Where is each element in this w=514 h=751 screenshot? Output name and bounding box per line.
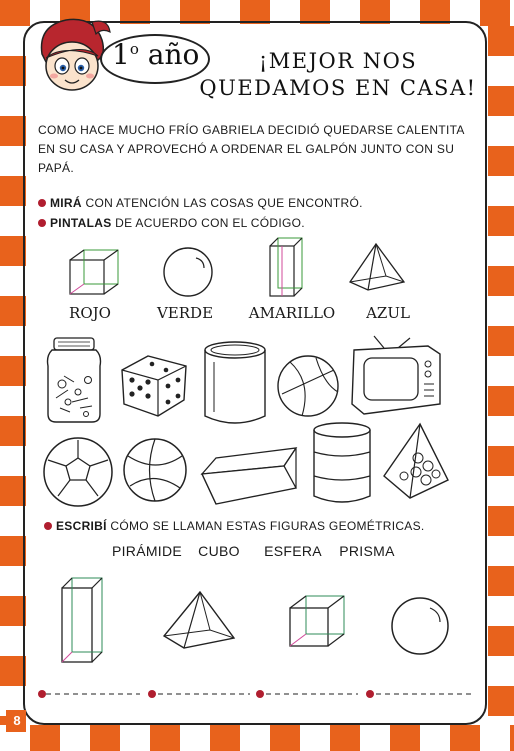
jar-icon[interactable] <box>44 336 104 424</box>
border-square <box>270 725 300 751</box>
border-square <box>488 386 514 416</box>
dice-icon[interactable] <box>118 352 190 420</box>
barrel-icon[interactable] <box>308 420 376 506</box>
border-square <box>330 725 360 751</box>
prism-figure-icon <box>58 576 108 666</box>
bullet-icon <box>44 522 52 530</box>
border-square <box>488 446 514 476</box>
border-square <box>488 626 514 656</box>
sphere-figure-icon <box>388 594 452 658</box>
border-square <box>0 116 26 146</box>
border-square <box>30 725 60 751</box>
border-square <box>390 725 420 751</box>
border-square <box>0 536 26 566</box>
border-square <box>0 176 26 206</box>
instruction-look: MIRÁ CON ATENCIÓN LAS COSAS QUE ENCONTRÓ. <box>38 196 363 210</box>
toblerone-box-icon[interactable] <box>198 444 302 510</box>
border-square <box>488 86 514 116</box>
pyramid-figure-icon <box>160 590 238 652</box>
instruction-paint: PINTALAS DE ACUERDO CON EL CÓDIGO. <box>38 216 305 230</box>
pyramid-balls-icon[interactable] <box>380 420 452 502</box>
bullet-icon <box>38 199 46 207</box>
border-square <box>0 236 26 266</box>
border-square <box>450 725 480 751</box>
code-sphere-icon <box>160 244 216 300</box>
page-number: 8 <box>13 713 21 728</box>
intro-paragraph: COMO HACE MUCHO FRÍO GABRIELA DECIDIÓ QUEDARSE CALENTITA EN SU CASA Y APROVECHÓ A ORDENAR EL GALPÓN JUNTO CON SU PAPÁ. <box>38 123 464 175</box>
grade-label: 1$^o$ año <box>112 38 200 71</box>
border-square <box>150 725 180 751</box>
border-square <box>0 296 26 326</box>
code-label-yellow: AMARILLO <box>248 304 336 322</box>
code-cube-icon <box>66 248 126 298</box>
border-square <box>488 566 514 596</box>
border-square <box>0 0 30 26</box>
word-bank-pyramid: PIRÁMIDE <box>111 543 183 559</box>
answer-lines <box>36 686 476 700</box>
border-square <box>0 356 26 386</box>
code-label-red: ROJO <box>69 304 111 322</box>
border-square <box>488 686 514 716</box>
border-square <box>0 596 26 626</box>
code-label-green: VERDE <box>156 304 214 322</box>
bullet-icon <box>38 219 46 227</box>
word-bank-prism: PRISMA <box>339 543 395 559</box>
code-pyramid-icon <box>346 242 408 294</box>
cube-figure-icon <box>286 594 350 650</box>
code-label-blue: AZUL <box>366 304 410 322</box>
border-square <box>488 26 514 56</box>
border-square <box>488 146 514 176</box>
border-square <box>0 56 26 86</box>
word-bank-cube: CUBO <box>198 543 240 559</box>
word-bank-sphere: ESFERA <box>264 543 322 559</box>
instruction-write: ESCRIBÍ CÓMO SE LLAMAN ESTAS FIGURAS GEOMÉTRICAS. <box>44 519 425 533</box>
page-title: ¡MEJOR NOS QUEDAMOS EN CASA! <box>199 49 477 100</box>
border-square <box>488 266 514 296</box>
border-square <box>0 656 26 686</box>
soccer-ball-icon[interactable] <box>40 434 116 510</box>
border-square <box>480 0 510 26</box>
code-prism-icon <box>266 236 306 300</box>
border-square <box>210 725 240 751</box>
border-square <box>488 506 514 536</box>
television-icon[interactable] <box>344 334 444 420</box>
border-square <box>0 476 26 506</box>
border-square <box>90 725 120 751</box>
border-square <box>510 725 514 751</box>
border-square <box>488 206 514 236</box>
basketball-icon[interactable] <box>120 434 190 506</box>
border-square <box>488 326 514 356</box>
beach-ball-icon[interactable] <box>272 352 344 420</box>
can-icon[interactable] <box>200 340 270 426</box>
border-square <box>0 416 26 446</box>
